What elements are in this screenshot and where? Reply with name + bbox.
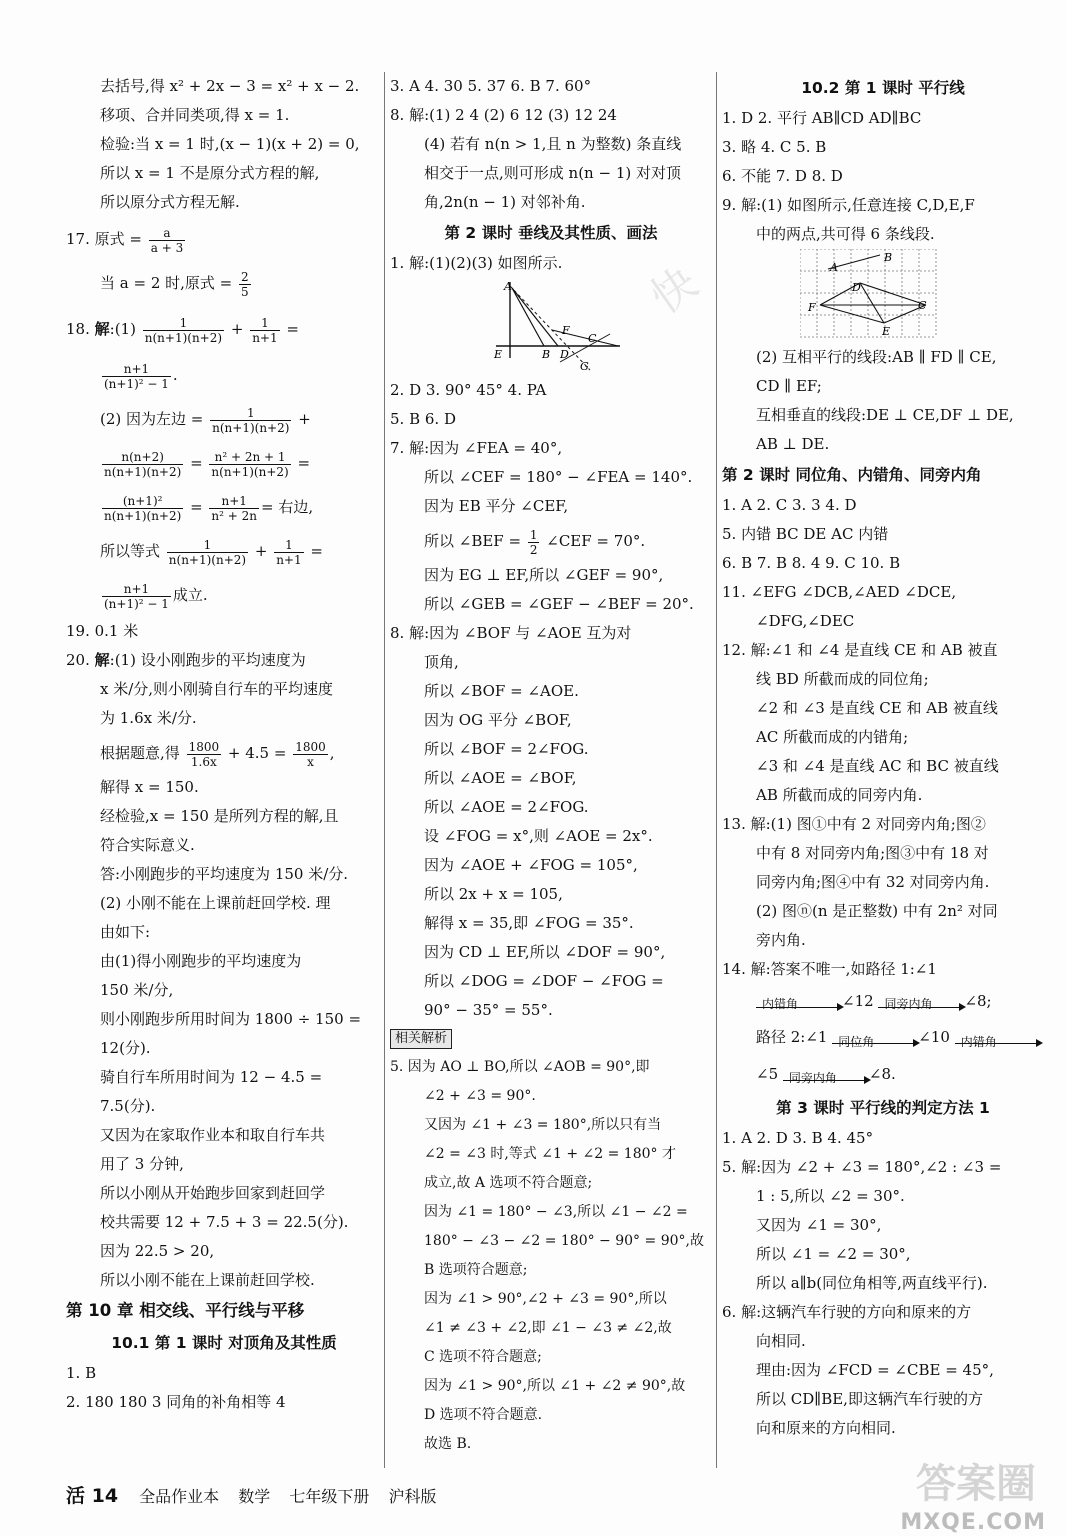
watermark-logo: 答案圈 xyxy=(916,1461,1036,1507)
point-label: G xyxy=(580,360,589,373)
geometry-diagram xyxy=(490,278,630,376)
text-line: 7. 解:因为 ∠FEA = 40°, xyxy=(390,439,563,457)
path-1: 内错角 ∠12 同旁内角 ∠8; xyxy=(722,984,1044,1018)
section-title: 10.2 第 1 课时 平行线 xyxy=(801,79,965,97)
q20-equation: 根据题意,得 $\frac{1800}{1.6x}$ + 4.5 = $\frac{1800}{x}$ , xyxy=(100,739,335,769)
q18-line3: (2) 因为左边 = $\frac{1}{n(n+1)(n+2)}$ + xyxy=(100,405,311,435)
text-line: 因为 ∠1 > 90°,∠2 + ∠3 = 90°,所以 xyxy=(424,1291,667,1307)
text-line: D 选项不符合题意. xyxy=(424,1407,543,1423)
text-line: 因为 EG ⊥ EF,所以 ∠GEF = 90°, xyxy=(424,566,664,584)
text-line: 因为 ∠1 > 90°,所以 ∠1 + ∠2 ≠ 90°,故 xyxy=(424,1378,686,1394)
q18-line2: $\frac{n+1}{\text{(n+1)² − 1}}$ . xyxy=(104,361,178,391)
text-line: 成立,故 A 选项不符合题意; xyxy=(424,1175,593,1191)
text-line: CD ∥ EF; xyxy=(756,377,822,395)
arrow-icon: 同旁内角 xyxy=(878,987,964,1017)
point-label: B xyxy=(542,348,551,361)
text-line: 1. A 2. C 3. 3 4. D xyxy=(722,496,857,514)
text-line: ∠3 和 ∠4 是直线 AC 和 BC 被直线 xyxy=(756,757,999,775)
text-line: 经检验,x = 150 是所列方程的解,且 xyxy=(100,807,339,825)
text-line: 去括号,得 x² + 2x − 3 = x² + x − 2. xyxy=(100,77,360,95)
answer-lines xyxy=(390,376,712,521)
text-line: 由如下: xyxy=(100,923,151,941)
text-line: (2) 小刚不能在上课前赶回学校. 理 xyxy=(100,894,331,912)
text-line: 所以 ∠CEF = 180° − ∠FEA = 140°. xyxy=(424,468,693,486)
section-title: 第 3 课时 平行线的判定方法 1 xyxy=(776,1099,990,1117)
text-line: B 选项符合题意; xyxy=(424,1262,528,1278)
edition: 沪科版 xyxy=(388,1487,437,1506)
text-line: 9. 解:(1) 如图所示,任意连接 C,D,E,F xyxy=(722,196,975,214)
page-footer xyxy=(66,1481,451,1508)
arrow-icon: 同旁内角 xyxy=(783,1060,869,1090)
text-line: ∠2 和 ∠3 是直线 CE 和 AB 被直线 xyxy=(756,699,998,717)
text-line: 90° − 35° = 55°. xyxy=(424,1001,553,1019)
text-line: 所以 x = 1 不是原分式方程的解, xyxy=(100,164,320,182)
text-line: 因为 OG 平分 ∠BOF, xyxy=(424,711,572,729)
text-line: 因为 ∠1 = 180° − ∠3,所以 ∠1 − ∠2 = xyxy=(424,1204,688,1220)
text-line: 6. 不能 7. D 8. D xyxy=(722,167,843,185)
text-line: 因为 CD ⊥ EF,所以 ∠DOF = 90°, xyxy=(424,943,666,961)
answer-lines xyxy=(722,104,1044,249)
text-line: AC 所截而成的内错角; xyxy=(756,728,909,746)
point-label: F xyxy=(562,324,570,337)
text-line: 同旁内角;图④中有 32 对同旁内角. xyxy=(756,873,990,891)
q17-value: 当 a = 2 时,原式 = $\frac{2}{5}$ xyxy=(100,269,249,299)
answer-lines xyxy=(722,491,1044,984)
point-label: B xyxy=(884,251,893,264)
text-line: (4) 若有 n(n > 1,且 n 为整数) 条直线 xyxy=(424,135,682,153)
text-line: 1. A 2. D 3. B 4. 45° xyxy=(722,1129,874,1147)
text-line: 12(分). xyxy=(100,1039,151,1057)
text-line: 5. B 6. D xyxy=(390,410,456,428)
arrow-icon: 内错角 xyxy=(756,987,842,1017)
path-2: 路径 2:∠1 同位角 ∠10 内错角 xyxy=(722,1018,1044,1056)
text-line: 向相同. xyxy=(756,1332,806,1350)
section-title: 第 2 课时 垂线及其性质、画法 xyxy=(444,224,658,242)
text-line: 所以 ∠AOE = ∠BOF, xyxy=(424,769,577,787)
column-right xyxy=(722,72,1044,1443)
q18-line4: $\frac{n(n+2)}{n(n+1)(n+2)}$ = $\frac{\text{n² + 2n + 1}}{n(n+1)(n+2)}$ = xyxy=(104,449,311,479)
text-line: 所以小刚不能在上课前赶回学校. xyxy=(100,1271,315,1289)
text-line: 1. D 2. 平行 AB∥CD AD∥BC xyxy=(722,109,922,127)
text-line: 180° − ∠3 − ∠2 = 180° − 90° = 90°,故 xyxy=(424,1233,704,1249)
text-line: 所以小刚从开始跑步回家到赶回学 xyxy=(100,1184,326,1202)
solution-lines xyxy=(66,72,382,217)
text-line: 又因为在家取作业本和取自行车共 xyxy=(100,1126,326,1144)
q19: 19. 0.1 米 xyxy=(66,622,139,640)
text-line: 因为 22.5 > 20, xyxy=(100,1242,215,1260)
q20-line: x 米/分,则小刚骑自行车的平均速度 xyxy=(100,680,334,698)
text-line: 角,2n(n − 1) 对邻补角. xyxy=(424,193,586,211)
analysis-lines xyxy=(390,1053,712,1459)
text-line: 5. 内错 BC DE AC 内错 xyxy=(722,525,889,543)
fraction: $\frac{a}{a + 3}$ xyxy=(150,225,184,255)
text-line: 11. ∠EFG ∠DCB,∠AED ∠DCE, xyxy=(722,583,957,601)
text-line: 5. 解:因为 ∠2 + ∠3 = 180°,∠2 : ∠3 = xyxy=(722,1158,1002,1176)
text-line: 所以 ∠1 = ∠2 = 30°, xyxy=(756,1245,911,1263)
point-label: C xyxy=(588,332,597,345)
grid-figure xyxy=(722,249,1044,343)
text-line: 移项、合并同类项,得 x = 1. xyxy=(100,106,290,124)
text-line: C 选项不符合题意; xyxy=(424,1349,542,1365)
text-line: 故选 B. xyxy=(424,1436,472,1452)
text-line: 向和原来的方向相同. xyxy=(756,1419,896,1437)
text-line: 所以 CD∥BE,即这辆汽车行驶的方 xyxy=(756,1390,983,1408)
text-line: 6. 解:这辆汽车行驶的方向和原来的方 xyxy=(722,1303,972,1321)
text-line: 5. 因为 AO ⊥ BO,所以 ∠AOB = 90°,即 xyxy=(390,1059,650,1075)
answer-line: 2. 180 180 3 同角的补角相等 4 xyxy=(66,1393,286,1411)
fraction-line: 所以 ∠BEF = $\frac{1}{2}$ ∠CEF = 70°. xyxy=(424,527,646,557)
text-line: 6. B 7. B 8. 4 9. C 10. B xyxy=(722,554,901,572)
text-line: 中有 8 对同旁内角;图③中有 18 对 xyxy=(756,844,989,862)
text-line: 所以 ∠BOF = 2∠FOG. xyxy=(424,740,589,758)
text-line: 理由:因为 ∠FCD = ∠CBE = 45°, xyxy=(756,1361,994,1379)
text-line: 因为 ∠AOE + ∠FOG = 105°, xyxy=(424,856,638,874)
text-line: ∠2 = ∠3 时,等式 ∠1 + ∠2 = 180° 才 xyxy=(424,1146,676,1162)
q20-rest xyxy=(66,773,382,1295)
point-label: E xyxy=(494,348,503,361)
text-line: 所以 ∠DOG = ∠DOF − ∠FOG = xyxy=(424,972,664,990)
text-line: 13. 解:(1) 图①中有 2 对同旁内角;图② xyxy=(722,815,986,833)
text-line: 用了 3 分钟, xyxy=(100,1155,184,1173)
text-line: 设 ∠FOG = x°,则 ∠AOE = 2x°. xyxy=(424,827,653,845)
text-line: 1 : 5,所以 ∠2 = 30°. xyxy=(756,1187,905,1205)
text-line: 所以 a∥b(同位角相等,两直线平行). xyxy=(756,1274,988,1292)
text-line: 互相垂直的线段:DE ⊥ CE,DF ⊥ DE, xyxy=(756,406,1014,424)
arrow-icon: 内错角 xyxy=(955,1023,1041,1053)
answer-lines xyxy=(390,72,712,217)
section-title: 第 2 课时 同位角、内错角、同旁内角 xyxy=(722,466,982,484)
watermark-site: MXQE.COM xyxy=(900,1510,1046,1535)
text-line: 线 BD 所截而成的同位角; xyxy=(756,670,929,688)
chapter-title: 第 10 章 相交线、平行线与平移 xyxy=(66,1301,305,1320)
text-line: 由(1)得小刚跑步的平均速度为 xyxy=(100,952,302,970)
text-line: 14. 解:答案不唯一,如路径 1:∠1 xyxy=(722,960,937,978)
column-left xyxy=(66,72,382,1417)
text-line: 所以 ∠GEB = ∠GEF − ∠BEF = 20°. xyxy=(424,595,694,613)
point-label: C xyxy=(918,299,927,312)
text-line: 3. A 4. 30 5. 37 6. B 7. 60° xyxy=(390,77,592,95)
grade: 七年级下册 xyxy=(289,1487,370,1506)
grid-diagram xyxy=(800,249,938,339)
point-label: A xyxy=(504,280,512,293)
point-label: F xyxy=(808,301,816,314)
text-line: 所以 ∠BOF = ∠AOE. xyxy=(424,682,579,700)
text-line: AB ⊥ DE. xyxy=(756,435,830,453)
page-number: 活 14 xyxy=(66,1485,119,1507)
text-line: 符合实际意义. xyxy=(100,836,195,854)
answer-lines xyxy=(722,343,1044,459)
answer-lines xyxy=(390,561,712,1025)
text-line: 骑自行车所用时间为 12 − 4.5 = xyxy=(100,1068,323,1086)
text-line: 2. D 3. 90° 45° 4. PA xyxy=(390,381,547,399)
answer-line: 1. 解:(1)(2)(3) 如图所示. xyxy=(390,254,563,272)
text-line: 又因为 ∠1 = 30°, xyxy=(756,1216,882,1234)
text-line: 12. 解:∠1 和 ∠4 是直线 CE 和 AB 被直 xyxy=(722,641,998,659)
text-line: 又因为 ∠1 + ∠3 = 180°,所以只有当 xyxy=(424,1117,662,1133)
text-line: (2) 互相平行的线段:AB ∥ FD ∥ CE, xyxy=(756,348,997,366)
subject: 数学 xyxy=(238,1487,271,1506)
answer-lines xyxy=(722,1124,1044,1443)
text-line: 因为 EB 平分 ∠CEF, xyxy=(424,497,569,515)
q18-line7: $\frac{n+1}{\text{(n+1)² − 1}}$ 成立. xyxy=(104,581,208,611)
arrow-icon: 同位角 xyxy=(832,1023,918,1053)
grid-lines xyxy=(800,249,936,337)
text-line: (2) 图ⓝ(n 是正整数) 中有 2n² 对同 xyxy=(756,902,998,920)
perpendicular-figure xyxy=(390,278,712,376)
q20: 20. 解:(1) 设小刚跑步的平均速度为 xyxy=(66,651,306,669)
text-line: 中的两点,共可得 6 条线段. xyxy=(756,225,935,243)
fraction: $\frac{2}{5}$ xyxy=(241,269,249,299)
text-line: 所以 ∠AOE = 2∠FOG. xyxy=(424,798,589,816)
q18-line5: $\frac{\text{(n+1)²}}{n(n+1)(n+2)}$ = $\frac{n+1}{\text{n² + 2n}}$ = 右边, xyxy=(104,493,314,523)
text-line: 旁内角. xyxy=(756,931,806,949)
text-line: 顶角, xyxy=(424,653,459,671)
text-line: 检验:当 x = 1 时,(x − 1)(x + 2) = 0, xyxy=(100,135,360,153)
text-line: 所以 2x + x = 105, xyxy=(424,885,563,903)
text-line: 所以原分式方程无解. xyxy=(100,193,240,211)
text-line: 答:小刚跑步的平均速度为 150 米/分. xyxy=(100,865,349,883)
point-label: D xyxy=(852,281,861,294)
watermark-text: 快 xyxy=(641,257,708,325)
section-title: 10.1 第 1 课时 对顶角及其性质 xyxy=(111,1334,337,1352)
text-line: 3. 略 4. C 5. B xyxy=(722,138,827,156)
q20-line: 为 1.6x 米/分. xyxy=(100,709,197,727)
text-line: 相交于一点,则可形成 n(n − 1) 对对顶 xyxy=(424,164,681,182)
text-line: ∠1 ≠ ∠3 + ∠2,即 ∠1 − ∠3 ≠ ∠2,故 xyxy=(424,1320,672,1336)
answer-line: 1. B xyxy=(66,1364,97,1382)
text-line: 8. 解:(1) 2 4 (2) 6 12 (3) 12 24 xyxy=(390,106,617,124)
text-line: 7.5(分). xyxy=(100,1097,156,1115)
book-title: 全品作业本 xyxy=(139,1487,220,1506)
text-line: 解得 x = 150. xyxy=(100,778,199,796)
text-line: AB 所截而成的同旁内角. xyxy=(756,786,923,804)
analysis-tag-row xyxy=(390,1025,712,1053)
text-line: 8. 解:因为 ∠BOF 与 ∠AOE 互为对 xyxy=(390,624,632,642)
text-line: 解得 x = 35,即 ∠FOG = 35°. xyxy=(424,914,634,932)
text-line: 校共需要 12 + 7.5 + 3 = 22.5(分). xyxy=(100,1213,349,1231)
analysis-tag: 相关解析 xyxy=(390,1029,452,1049)
point-label: E xyxy=(882,325,891,338)
q18: 18. 解:(1) $\frac{1}{n(n+1)(n+2)}$ + $\frac{1}{n+1}$ = xyxy=(66,315,299,345)
q17: 17. 原式 = $\frac{a}{a + 3}$ xyxy=(66,225,184,255)
column-middle xyxy=(390,72,712,1459)
text-line: ∠2 + ∠3 = 90°. xyxy=(424,1088,536,1104)
path-2-cont: ∠5 同旁内角 ∠8. xyxy=(722,1056,1044,1092)
text-line: 150 米/分, xyxy=(100,981,174,999)
q18-line6: 所以等式 $\frac{1}{n(n+1)(n+2)}$ + $\frac{1}{n+1}$ = xyxy=(100,537,323,567)
text-line: 则小刚跑步所用时间为 1800 ÷ 150 = xyxy=(100,1010,362,1028)
point-label: A xyxy=(830,261,838,274)
text-line: ∠DFG,∠DEC xyxy=(756,612,855,630)
point-label: D xyxy=(560,348,569,361)
